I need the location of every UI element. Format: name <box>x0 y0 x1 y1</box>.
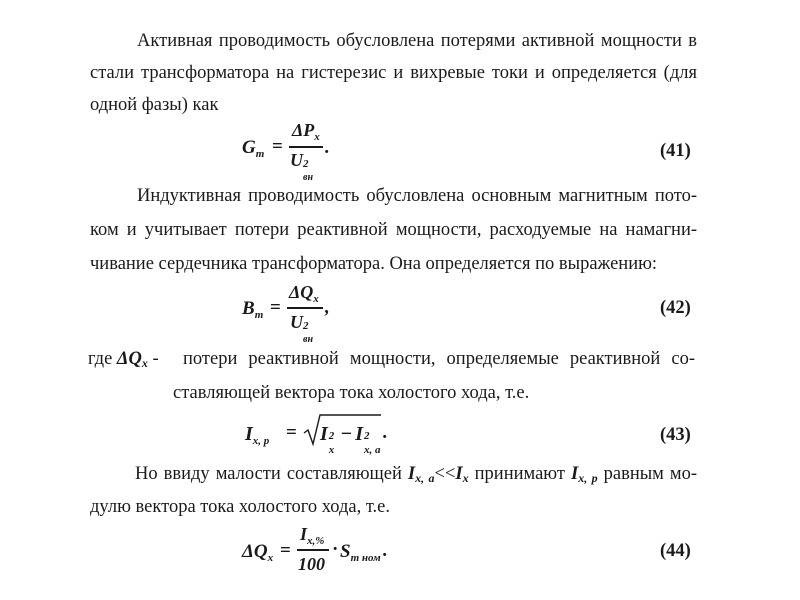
eq41-lhs: $G_т$ <box>242 137 265 160</box>
eq41-number: (41) <box>660 141 691 161</box>
eq42-fraction-bar <box>287 307 323 309</box>
eq44-denominator: 100 <box>298 554 325 574</box>
eq41-numerator: $\Delta P_x$ <box>292 120 320 143</box>
eq42-comma: , <box>325 297 330 318</box>
eq42-lhs: $B_т$ <box>242 298 264 321</box>
paragraph-4-line-2: дулю вектора тока холостого хода, т.е. <box>90 497 391 517</box>
eq44-fraction-bar <box>297 549 329 551</box>
paragraph-1-line-1: Активная проводимость обусловлена потерями активной мощности в <box>137 31 697 51</box>
eq44-numerator: $I_{x,\%}$ <box>300 524 325 547</box>
eq42-number: (42) <box>660 298 691 318</box>
eq42-numerator: $\Delta Q_x$ <box>289 282 319 305</box>
eq41-fraction-bar <box>289 146 323 148</box>
paragraph-1-line-2: стали трансформатора на гистерезис и вихревые токи и определяется (для <box>90 63 697 83</box>
delta-q-symbol: ΔQ <box>116 349 142 369</box>
paragraph-3-line-1: потери реактивной мощности, определяемые реактивной со- <box>183 349 695 369</box>
eq44-lhs: $\Delta Q_x$ <box>242 541 274 564</box>
paragraph-2-line-3: чивание сердечника трансформатора. Она определяется по выражению: <box>90 254 658 274</box>
paragraph-3-lead: где ΔQx - <box>88 349 159 370</box>
paragraph-4-line-1: Но ввиду малости составляющей Ix, a<<Ix принимают Ix, p равным мо- <box>135 464 698 485</box>
eq43-lhs: $I_{x, p}$ <box>245 423 270 447</box>
paragraph-1-line-3: одной фазы) как <box>90 95 219 115</box>
eq43-equals: = <box>286 422 297 443</box>
paragraph-3-line-2: ставляющей вектора тока холостого хода, т.е. <box>173 383 530 403</box>
eq43-radicand: I 2 x − I 2 x, a <box>320 423 381 456</box>
eq41-denominator: U 2 вн <box>290 150 314 183</box>
eq44-s-term: $S_{т ном}$ <box>340 541 381 564</box>
eq42-denominator: U 2 вн <box>290 312 314 345</box>
eq44-dot: · <box>332 539 339 560</box>
eq42-equals: = <box>270 297 281 318</box>
eq41-equals: = <box>272 136 283 157</box>
eq44-period: . <box>383 540 388 561</box>
eq44-equals: = <box>280 540 291 561</box>
paragraph-2-line-1: Индуктивная проводимость обусловлена основным магнитным пото- <box>137 186 697 206</box>
eq44-number: (44) <box>660 541 691 561</box>
paragraph-2-line-2: ком и учитывает потери реактивной мощности, расходуемые на намагни- <box>90 220 697 240</box>
eq43-period: . <box>383 422 388 443</box>
eq43-number: (43) <box>660 425 691 445</box>
eq41-period: . <box>325 137 330 158</box>
